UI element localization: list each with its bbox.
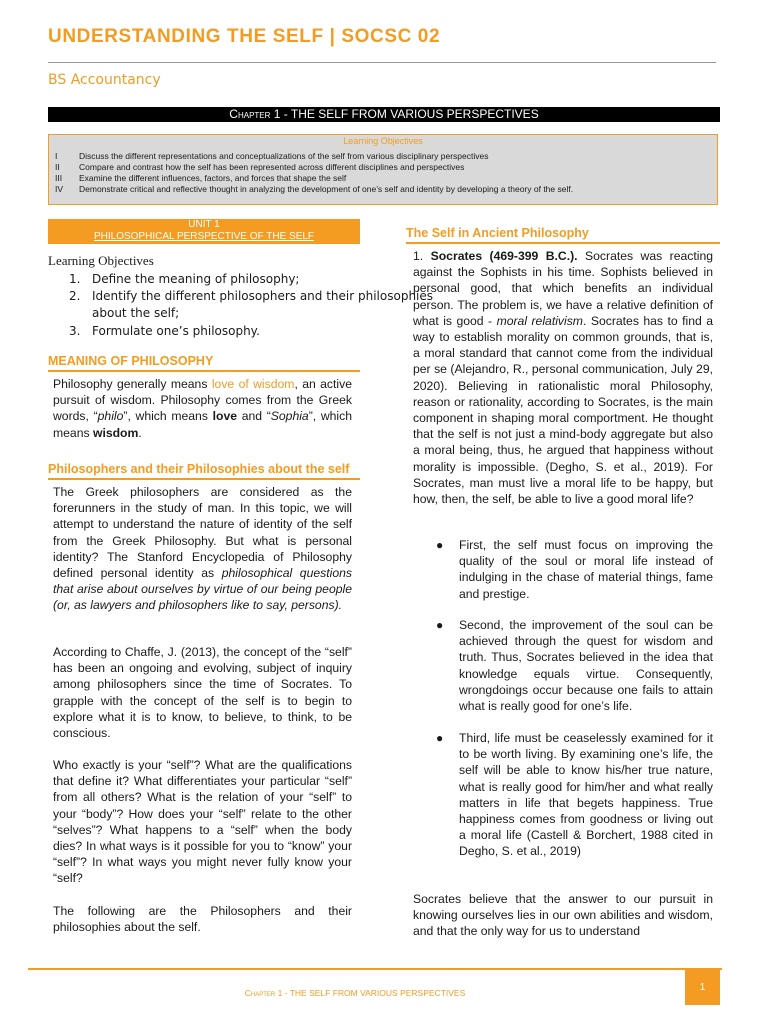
item-num: 3. [69,324,81,338]
philosophers-paragraph-2: According to Chaffe, J. (2013), the concept of the “self” has been an ongoing and evolving, subject of inquiry among philosophers since the time of Socrates. To grapple with the concept of the self is to begin to explore what it is to know, to believe, to think, to be conscious. [53,645,352,741]
objective-row [55,162,464,172]
text-run: The Greek philosophers are considered as the forerunners in the study of man. In this topic, we will attempt to understand the nature of identity of the self from the Greek Philosophy. But what is personal identity? The Stanford Encyclopedia of Philosophy defined personal identity as [53,485,352,581]
socrates-conclusion-paragraph: Socrates believe that the answer to our pursuit in knowing ourselves lies in our own abilities and wisdom, and that the only way for us to understand [413,892,713,939]
heading-underline [48,478,360,480]
unit-title: PHILOSOPHICAL PERSPECTIVE OF THE SELF [93,231,315,242]
item-num: 2. [69,289,81,303]
italic-text: moral relativism [496,313,583,328]
meaning-heading: MEANING OF PHILOSOPHY [48,354,214,368]
meaning-paragraph [53,376,352,441]
unit-objectives-heading: Learning Objectives [48,253,154,268]
objective-text: Examine the different influences, factors, and forces that shape the self [79,173,347,183]
unit-objective-item [69,288,433,305]
italic-text: Sophia [270,409,309,424]
text-run: Socrates was reacting against the Sophists in his time. Sophists believed in personal good, that which benefits an individual person. The problem is, we have a relative definition of what is good - [413,249,713,328]
text-run: 1. [413,249,431,263]
bullet-icon: ● [436,538,444,552]
text-run: Philosophy generally means [53,377,212,391]
philosophers-paragraph-1 [53,484,352,614]
title-divider [48,62,716,63]
text-run: ”, which means [53,409,353,440]
text-run: and “ [237,409,271,424]
bullet-item: Second, the improvement of the soul can be achieved through the quest for wisdom and truth. Thus, Socrates believed in the idea that knowledge equals virtue. Consequently, wrongdoings occur because one fails to attain what is really good for one’s life. [459,618,713,714]
text-run: . [138,425,142,440]
unit-objective-item [69,305,179,322]
bold-text: wisdom [92,425,139,440]
objective-text: Compare and contrast how the self has been represented across different disciplines and perspectives [79,162,465,172]
ancient-philosophy-heading: The Self in Ancient Philosophy [406,226,589,240]
chapter-banner [48,107,720,122]
learning-objectives-box [48,134,718,205]
bold-text: Socrates (469-399 B.C.). [430,249,578,263]
italic-text: philo [97,409,124,424]
text-run: . Socrates has to find a way to establish morality on common grounds, that is, a moral standard that cannot come from the individual per se (Alejandro, R., personal communication, July 29, 2020). Believing in rationalistic moral Philosophy, reason or rationality, according to Socrates, is the main component in shaping moral comportment. He thought that the self is not just a mind-body aggregate but also a moral being, thus, he argued that happiness without morality is impossible. (Degho, S. et al., 2019). For Socrates, man must live a moral life to be happy, but how, then, the self, be able to live a good moral life? [413,313,713,507]
objective-num: II [55,162,60,172]
unit-objective-item [69,323,260,340]
document-title: UNDERSTANDING THE SELF | SOCSC 02 [48,26,441,47]
objective-num: I [55,151,58,161]
objective-num: IV [55,184,64,194]
objectives-title: Learning Objectives [343,136,423,146]
italic-text: philosophical questions that arise about ourselves by virtue of our being people (or, as lawyers and philosophers like to say, persons). [53,566,352,613]
unit-number: UNIT 1 [188,219,220,230]
philosophers-paragraph-3: Who exactly is your “self”? What are the qualifications that define it? What differentiates your particular “self” from all others? What is the relation of your “self” to your “body”? How does your “self” relate to the other “selves”? What happens to a “self” when the body dies? In what ways is it possible for you to “know” your “self”? In what ways you might never fully know your “self? [53,758,352,886]
page-number: 1 [685,970,720,1005]
program-label: BS Accountancy [48,72,161,88]
bullet-icon: ● [436,618,444,632]
objective-text: Discuss the different representations and conceptualizations of the self from various disciplinary perspectives [79,151,489,161]
bold-text: love [212,409,238,424]
footer-chapter-title: - THE SELF FROM VARIOUS PERSPECTIVES [282,988,466,998]
text-run: ”, which means [123,409,213,424]
item-text: Define the meaning of philosophy; [92,272,300,286]
objective-num: III [55,173,63,183]
chapter-title: - THE SELF FROM VARIOUS PERSPECTIVES [280,107,539,121]
socrates-paragraph [413,248,713,507]
item-text: Formulate one’s philosophy. [92,324,260,338]
footer-divider [28,968,722,970]
objective-text: Demonstrate critical and reflective thought in analyzing the development of one’s self and identity by developing a theory of the self. [79,184,574,194]
unit-banner [48,219,360,244]
objective-row [55,173,346,183]
footer-chapter-prefix: Chapter 1 [244,988,283,998]
unit-objective-item [69,271,299,288]
text-run: , an active pursuit of wisdom. Philosophy comes from the Greek words, “ [53,377,352,424]
philosophers-paragraph-4: The following are the Philosophers and their philosophies about the self. [53,904,352,935]
item-text: Identify the different philosophers and their philosophies [92,289,434,303]
footer-chapter [0,988,710,998]
objective-row [55,184,573,194]
philosophers-heading: Philosophers and their Philosophies about the self [48,462,350,476]
objective-row [55,151,488,161]
item-num: 1. [69,272,81,286]
chapter-prefix: Chapter 1 [229,107,281,121]
heading-underline [406,242,720,244]
item-text: about the self; [92,306,180,320]
heading-underline [48,370,360,372]
bullet-icon: ● [436,731,444,745]
bullet-item: Third, life must be ceaselessly examined for it to be worth living. By examining one’s life, the self will be able to know his/her true nature, what is really good for him/her and what really matters in life that begets happiness. True happiness comes from goodness or living out a moral life (Castell & Borchert, 1988 cited in Degho, S. et al., 2019) [459,731,713,859]
highlight-text: love of wisdom [211,377,295,391]
bullet-item: First, the self must focus on improving the quality of the soul or moral life instead of indulging in the chase of material things, fame and prestige. [459,538,713,601]
